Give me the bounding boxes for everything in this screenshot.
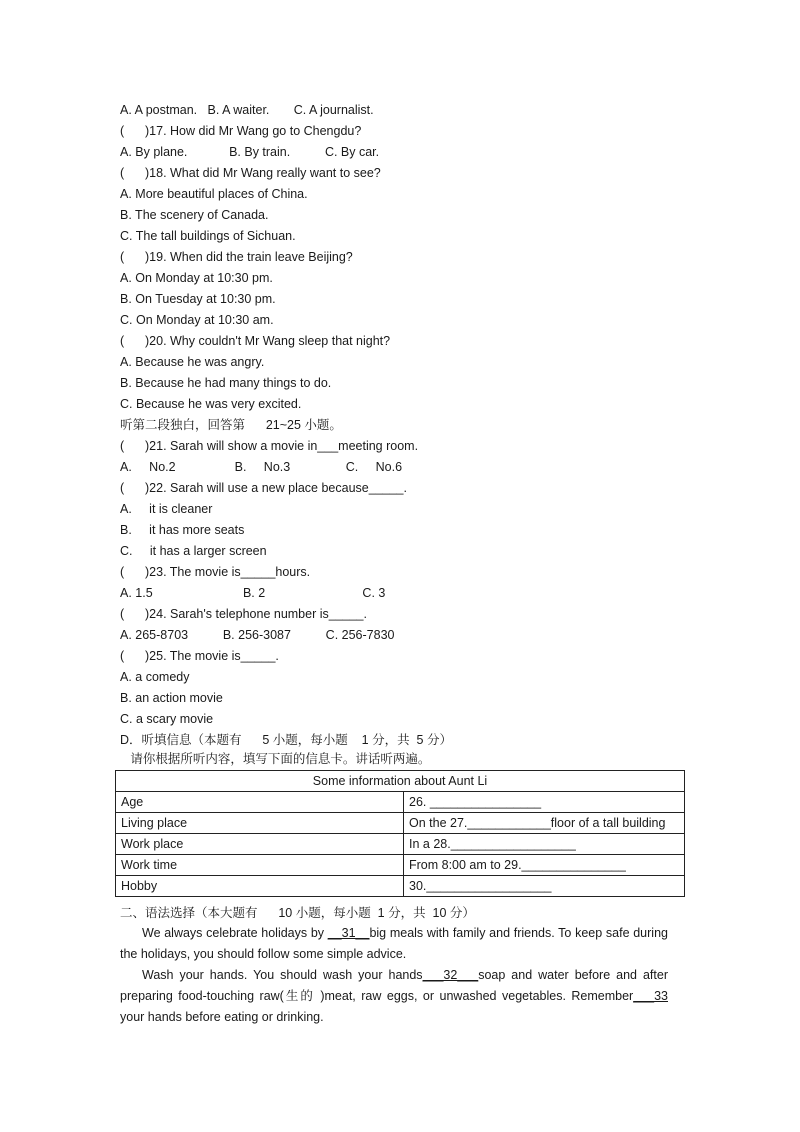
- q20-option-c: C. Because he was very excited.: [120, 397, 302, 411]
- row-answer-field: On the 27.____________floor of a tall building: [404, 813, 685, 834]
- table-row: [116, 876, 685, 897]
- q25-option-a: A. a comedy: [120, 670, 190, 684]
- row-answer-field: 26. ________________: [404, 792, 685, 813]
- q17-options: A. By plane. B. By train. C. By car.: [120, 145, 380, 159]
- q19-option-b: B. On Tuesday at 10:30 pm.: [120, 292, 276, 306]
- question-23: ( )23. The movie is_____hours.: [120, 565, 311, 579]
- question-25: ( )25. The movie is_____.: [120, 649, 279, 663]
- table-header-row: [116, 771, 685, 792]
- p1-text-a: We always celebrate holidays by: [142, 926, 328, 940]
- table-row: [116, 855, 685, 876]
- section-heading-monologue: 听第二段独白，回答第 21~25 小题。: [120, 418, 342, 432]
- q22-option-b: B. it has more seats: [120, 523, 245, 537]
- row-answer-field: From 8:00 am to 29._______________: [404, 855, 685, 876]
- q22-option-a: A. it is cleaner: [120, 502, 213, 516]
- q19-option-c: C. On Monday at 10:30 am.: [120, 313, 274, 327]
- row-answer-field: 30.__________________: [404, 876, 685, 897]
- question-21: ( )21. Sarah will show a movie in___meeting room.: [120, 439, 419, 453]
- blank-31: __31__: [327, 926, 370, 940]
- grammar-paragraph-1: [120, 923, 668, 965]
- p2-text-a: Wash your hands. You should wash your hands: [142, 968, 423, 982]
- q23-options: A. 1.5 B. 2 C. 3: [120, 586, 386, 600]
- q22-option-c: C. it has a larger screen: [120, 544, 267, 558]
- row-label: Age: [116, 792, 404, 813]
- q24-options: A. 265-8703 B. 256-3087 C. 256-7830: [120, 628, 395, 642]
- blank-33: ___33: [633, 989, 668, 1003]
- q20-option-a: A. Because he was angry.: [120, 355, 265, 369]
- row-label: Living place: [116, 813, 404, 834]
- q18-option-a: A. More beautiful places of China.: [120, 187, 308, 201]
- q18-option-c: C. The tall buildings of Sichuan.: [120, 229, 296, 243]
- p2-text-c: your hands before eating or drinking.: [120, 1010, 324, 1024]
- table-row: [116, 834, 685, 855]
- q19-option-a: A. On Monday at 10:30 pm.: [120, 271, 273, 285]
- info-card-table: [115, 770, 685, 897]
- question-20: ( )20. Why couldn't Mr Wang sleep that night?: [120, 334, 391, 348]
- row-label: Hobby: [116, 876, 404, 897]
- row-answer-field: In a 28.__________________: [404, 834, 685, 855]
- q18-option-b: B. The scenery of Canada.: [120, 208, 269, 222]
- q25-option-c: C. a scary movie: [120, 712, 214, 726]
- question-17: ( )17. How did Mr Wang go to Chengdu?: [120, 124, 362, 138]
- section-heading-grammar: 二、语法选择（本大题有 10 小题，每小题 1 分，共 10 分）: [120, 906, 475, 920]
- p2-text-b: soap and water before and after preparing food-touching raw(生的 )meat, raw eggs, or unwashed vegetables. Remember: [120, 968, 668, 1003]
- question-18: ( )18. What did Mr Wang really want to see?: [120, 166, 381, 180]
- q16-options: A. A postman. B. A waiter. C. A journalist.: [120, 103, 374, 117]
- table-title: Some information about Aunt Li: [116, 771, 685, 792]
- q21-options: A. No.2 B. No.3 C. No.6: [120, 460, 403, 474]
- question-24: ( )24. Sarah's telephone number is_____.: [120, 607, 367, 621]
- row-label: Work place: [116, 834, 404, 855]
- q25-option-b: B. an action movie: [120, 691, 223, 705]
- blank-32: ___32___: [422, 968, 479, 982]
- section-heading-fill-info: D．听填信息（本题有 5 小题，每小题 1 分，共 5 分）: [120, 733, 452, 747]
- grammar-paragraph-2: [120, 965, 668, 1028]
- p1-text-b: big meals with family and friends. To keep safe during the holidays, you should follow some simple advice.: [120, 926, 668, 961]
- row-label: Work time: [116, 855, 404, 876]
- table-row: [116, 792, 685, 813]
- fill-info-instruction: 请你根据所听内容，填写下面的信息卡。讲话听两遍。: [120, 752, 431, 766]
- question-19: ( )19. When did the train leave Beijing?: [120, 250, 353, 264]
- table-row: [116, 813, 685, 834]
- q20-option-b: B. Because he had many things to do.: [120, 376, 332, 390]
- question-22: ( )22. Sarah will use a new place because_____.: [120, 481, 407, 495]
